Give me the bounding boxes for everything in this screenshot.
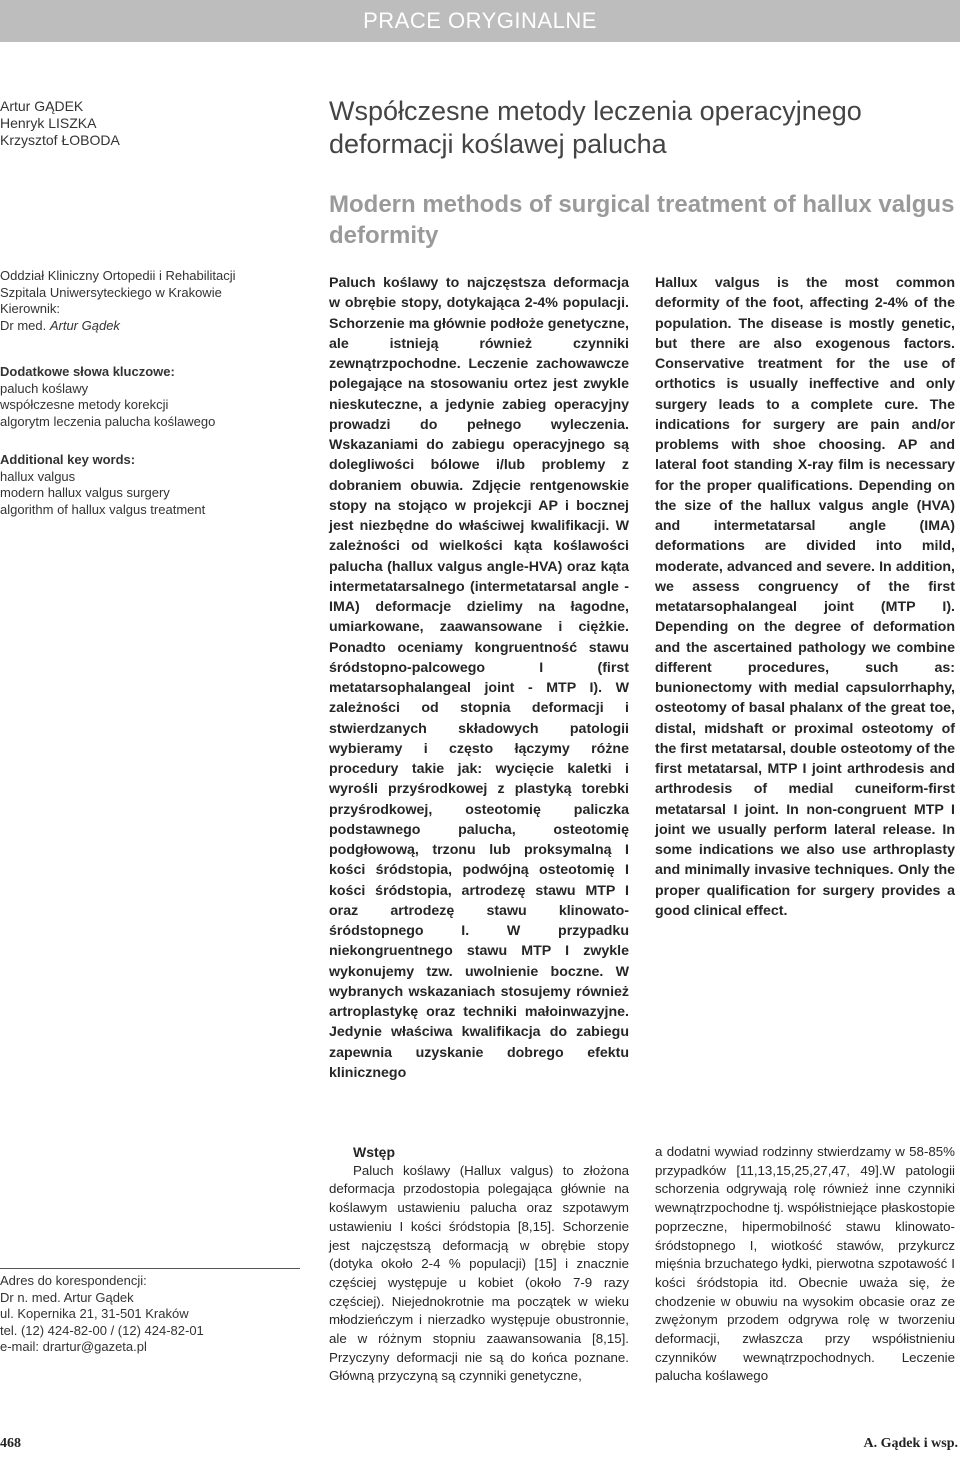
running-head: A. Gądek i wsp. <box>863 1436 958 1451</box>
keyword-item: modern hallux valgus surgery <box>0 485 170 500</box>
introduction-paragraph: Paluch koślawy (Hallux valgus) to złożona deformacja przodostopia polegająca głównie na koślawym ustawieniu palucha oraz szpotawym ustawieniu I kości śródstopia [8,15]. Schorzenie jest najczęstszą deformacją w obrębie stopy (dotyka około 2-4 % populacji) [15] i znacznie częściej występuje u kobiet (około 7-9 razy częściej). Niejednokrotnie ma początek w wieku młodzieńczym i nierzadko występuje obustronnie, ale w różnym stopniu zaawansowania [8,15]. Przyczyny deformacji nie są do końca poznane. Główną przyczyną są czynniki genetyczne, <box>329 1162 629 1384</box>
author-name: Krzysztof ŁOBODA <box>0 132 120 148</box>
head-name: Artur Gądek <box>49 317 120 333</box>
correspondence-line: Dr n. med. Artur Gądek <box>0 1289 134 1305</box>
correspondence-line: tel. (12) 424-82-00 / (12) 424-82-01 <box>0 1322 204 1338</box>
keyword-item: hallux valgus <box>0 468 76 484</box>
keyword-item: algorithm of hallux valgus treatment <box>0 501 206 517</box>
abstract-english: Hallux valgus is the most common deformity of the foot, affecting 2-4% of the population. The disease is mostly genetic, but there are also exogenous factors. Conservative treatment for the use of orthotics is usually ineffective and only surgery leads to a complete cure. The indications for surgery are pain and/or problems with shoe choosing. AP and lateral foot standing X-ray film is necessary for the proper qualifications. Depending on the size of the hallux valgus angle (HVA) and intermetatarsal angle (IMA) deformations are divided into mild, moderate, advanced and severe. In addition, we assess congruency of the first metatarsophalangeal joint (MTP I). Depending on the degree of deformation and the ascertained pathology we combine different procedures, such as: bunionectomy with medial capsulorrhaphy, osteotomy of basal phalanx of the great toe, distal, midshaft or proximal osteotomy of the first metatarsal, double osteotomy of the first metatarsal, MTP I joint arthrodesis and arthrodesis of medial cuneiform-first metatarsal I joint. In non-congruent MTP I joint we usually perform lateral release. In some indications we also use arthroplasty and minimally invasive techniques. Only the proper qualification for surgery provides a good clinical effect. <box>655 275 955 919</box>
introduction-column-right <box>655 1143 955 1386</box>
keywords-en-title: Additional key words: <box>0 452 136 467</box>
section-label: PRACE ORYGINALNE <box>363 8 597 33</box>
head-prefix: Dr med. <box>0 317 50 333</box>
author-name: Henryk LISZKA <box>0 115 97 131</box>
keyword-item: algorytm leczenia palucha koślawego <box>0 413 216 429</box>
keywords-pl-title: Dodatkowe słowa kluczowe: <box>0 364 175 379</box>
affiliation-line: Kierownik: <box>0 301 60 316</box>
introduction-paragraph-continued: a dodatni wywiad rodzinny stwierdzamy w 58-85% przypadków [11,13,15,25,27,47, 49].W patologii schorzenia odgrywają rolę również inne czynniki wewnątrzpochodne tj. współistniejące płaskostopie poprzeczne, hipermobilność stawu klinowato-śródstopnego I, wiotkość stawów, przykurcz mięśnia brzuchatego łydki, pierwotna szpotawość I kości śródstopia itd. Obecnie uważa się, że chodzenie w obuwiu na wysokim obcasie oraz ze zwężonym przodem odgrywa rolę w tworzeniu deformacji, zwłaszcza przy współistnieniu czynników wewnątrzpochodnych. Leczenie palucha koślawego <box>655 1144 955 1384</box>
keyword-item: paluch koślawy <box>0 380 89 396</box>
correspondence-email: e-mail: drartur@gazeta.pl <box>0 1339 147 1354</box>
abstract-polish: Paluch koślawy to najczęstsza deformacja w obrębie stopy, dotykająca 2-4% populacji. Schorzenie ma głównie podłoże genetyczne, ale istnieją również czynniki zewnątrzpochodne. Leczenie zachowawcze polegające na stosowaniu ortez jest zwykle nieskuteczne, a jedynie zabieg operacyjny prowadzi do pełnego wyleczenia. Wskazaniami do zabiegu operacyjnego są dolegliwości bólowe i/lub problemy z dobraniem obuwia. Zdjęcie rentgenowskie stopy na stojąco w projekcji AP i bocznej jest niezbędne do właściwej kwalifikacji. W zależności od wielkości kąta koślawości palucha (hallux valgus angle-HVA) oraz kąta intermetatarsalnego (intermetatarsal angle - IMA) deformacje dzielimy na łagodne, umiarkowane, zaawansowane i ciężkie. Ponadto oceniamy kongruentność stawu śródstopno-palcowego I (first metatarsophalangeal joint - MTP I). W zależności od stopnia deformacji i stwierdzanych składowych patologii wybieramy i często łączymy różne procedury takie jak: wycięcie kaletki i wyrośli przyśrodkowej z plastyką torebki przyśrodkowej, osteotomię paliczka podstawnego palucha, osteotomię podgłowową, trzonu lub proksymalną I kości śródstopia, podwójną osteotomię I kości śródstopia, artrodezę stawu MTP I oraz artrodezę stawu klinowato-śródstopnego I. W przypadku niekongruentnego stawu MTP I zwykle wykonujemy tzw. uwolnienie boczne. W wybranych wskazaniach stosujemy również artroplastykę oraz techniki małoinwazyjne. Jedynie właściwa kwalifikacja do zabiegu zapewnia uzyskanie dobrego efektu klinicznego <box>329 275 629 1081</box>
keyword-item: współczesne metody korekcji <box>0 397 169 412</box>
article-title-english: Modern methods of surgical treatment of hallux valgus deformity <box>329 191 955 249</box>
page-number: 468 <box>0 1436 21 1451</box>
correspondence-block <box>0 1273 300 1356</box>
introduction-column-left <box>329 1143 629 1386</box>
correspondence-divider <box>0 1268 300 1269</box>
correspondence-line: Adres do korespondencji: <box>0 1273 147 1288</box>
author-name: Artur GĄDEK <box>0 98 84 114</box>
affiliation-line: Oddział Kliniczny Ortopedii i Rehabilitacji <box>0 268 236 283</box>
affiliation-line: Szpitala Uniwersyteckiego w Krakowie <box>0 284 222 300</box>
article-title-polish: Współczesne metody leczenia operacyjnego deformacji koślawej palucha <box>329 96 862 159</box>
correspondence-line: ul. Kopernika 21, 31-501 Kraków <box>0 1306 189 1321</box>
section-header-band <box>0 0 960 42</box>
author-list <box>0 98 300 149</box>
affiliation-block <box>0 268 310 518</box>
affiliation-head <box>0 318 310 335</box>
introduction-heading: Wstęp <box>353 1144 395 1160</box>
